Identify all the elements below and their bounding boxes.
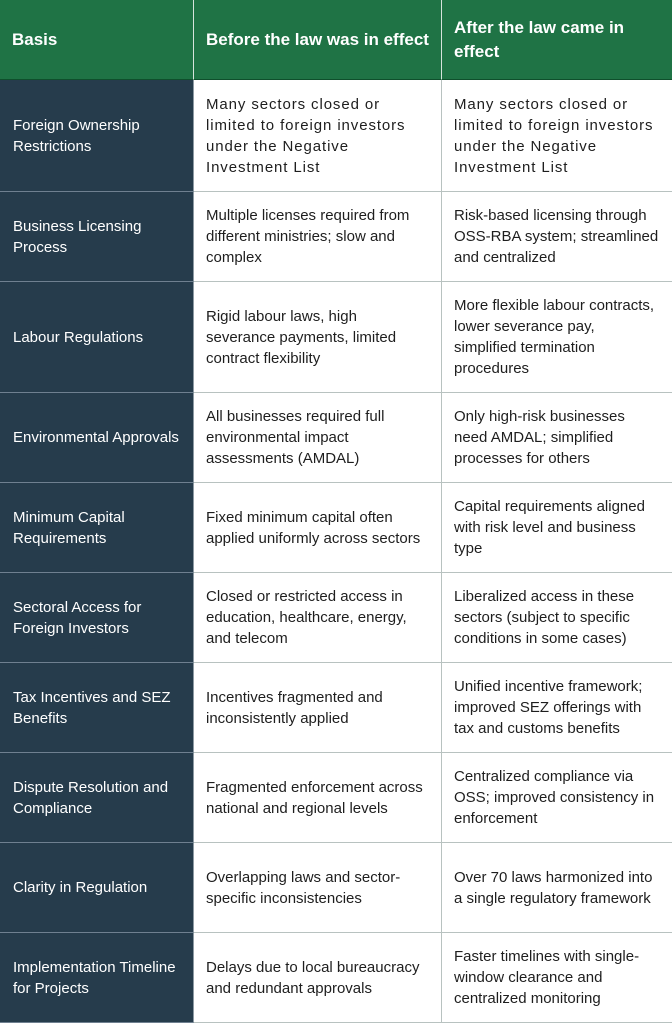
row-after bbox=[442, 192, 672, 282]
row-basis-text: Sectoral Access for Foreign Investors bbox=[13, 598, 142, 637]
row-after bbox=[442, 753, 672, 843]
row-before-text: Overlapping laws and sector-specific inconsistencies bbox=[206, 868, 401, 907]
row-basis bbox=[0, 843, 194, 933]
row-before bbox=[194, 282, 442, 393]
row-basis-text: Business Licensing Process bbox=[13, 217, 142, 256]
row-basis bbox=[0, 933, 194, 1023]
row-after bbox=[442, 663, 672, 753]
row-basis-text: Clarity in Regulation bbox=[13, 879, 148, 896]
row-after bbox=[442, 282, 672, 393]
row-after-text: Risk-based licensing through OSS-RBA system; streamlined and centralized bbox=[454, 207, 659, 266]
header-basis bbox=[0, 0, 194, 80]
row-basis bbox=[0, 80, 194, 192]
row-after-text: Capital requirements aligned with risk level and business type bbox=[454, 498, 645, 557]
row-before bbox=[194, 573, 442, 663]
row-after bbox=[442, 933, 672, 1023]
row-basis-text: Tax Incentives and SEZ Benefits bbox=[13, 688, 171, 727]
row-before bbox=[194, 80, 442, 192]
header-before bbox=[194, 0, 442, 80]
row-before-text: Rigid labour laws, high severance payments, limited contract flexibility bbox=[206, 307, 397, 367]
row-before-text: Fixed minimum capital often applied uniformly across sectors bbox=[206, 508, 421, 547]
row-after-text: Centralized compliance via OSS; improved consistency in enforcement bbox=[454, 768, 655, 827]
row-before bbox=[194, 393, 442, 483]
row-basis bbox=[0, 483, 194, 573]
row-before-text: Incentives fragmented and inconsistently applied bbox=[206, 688, 383, 727]
row-basis-text: Environmental Approvals bbox=[13, 429, 179, 446]
row-after-text: Unified incentive framework; improved SEZ offerings with tax and customs benefits bbox=[454, 678, 643, 737]
row-basis-text: Implementation Timeline for Projects bbox=[13, 958, 176, 997]
row-before-text: Multiple licenses required from different ministries; slow and complex bbox=[206, 207, 410, 266]
row-after-text: More flexible labour contracts, lower severance pay, simplified termination procedures bbox=[454, 297, 655, 377]
row-before-text: Delays due to local bureaucracy and redundant approvals bbox=[206, 958, 420, 997]
header-after-text: After the law came in effect bbox=[454, 17, 625, 61]
row-before-text: All businesses required full environmental impact assessments (AMDAL) bbox=[206, 408, 385, 467]
row-before bbox=[194, 843, 442, 933]
row-basis bbox=[0, 192, 194, 282]
row-after bbox=[442, 843, 672, 933]
row-before-text: Closed or restricted access in education, healthcare, energy, and telecom bbox=[206, 588, 407, 647]
row-after-text: Many sectors closed or limited to foreign investors under the Negative Investment List bbox=[454, 95, 654, 176]
header-basis-text: Basis bbox=[12, 29, 58, 49]
row-after-text: Over 70 laws harmonized into a single regulatory framework bbox=[454, 868, 653, 907]
row-before-text: Fragmented enforcement across national and regional levels bbox=[206, 778, 423, 817]
row-basis-text: Foreign Ownership Restrictions bbox=[13, 116, 140, 155]
row-basis-text: Labour Regulations bbox=[13, 328, 144, 346]
row-before bbox=[194, 663, 442, 753]
row-basis bbox=[0, 393, 194, 483]
header-before-text: Before the law was in effect bbox=[206, 29, 429, 49]
row-after bbox=[442, 393, 672, 483]
row-before bbox=[194, 192, 442, 282]
row-before bbox=[194, 753, 442, 843]
row-basis bbox=[0, 282, 194, 393]
row-before-text: Many sectors closed or limited to foreign investors under the Negative Investment List bbox=[206, 95, 406, 176]
row-after-text: Faster timelines with single-window clearance and centralized monitoring bbox=[454, 948, 640, 1007]
row-after bbox=[442, 80, 672, 192]
row-after bbox=[442, 483, 672, 573]
row-basis-text: Minimum Capital Requirements bbox=[13, 508, 125, 547]
row-before bbox=[194, 933, 442, 1023]
header-after bbox=[442, 0, 672, 80]
row-basis bbox=[0, 663, 194, 753]
row-after-text: Only high-risk businesses need AMDAL; simplified processes for others bbox=[454, 408, 625, 467]
row-basis bbox=[0, 753, 194, 843]
row-basis-text: Dispute Resolution and Compliance bbox=[13, 778, 169, 817]
row-after bbox=[442, 573, 672, 663]
row-after-text: Liberalized access in these sectors (subject to specific conditions in some cases) bbox=[454, 588, 635, 647]
row-before bbox=[194, 483, 442, 573]
row-basis bbox=[0, 573, 194, 663]
